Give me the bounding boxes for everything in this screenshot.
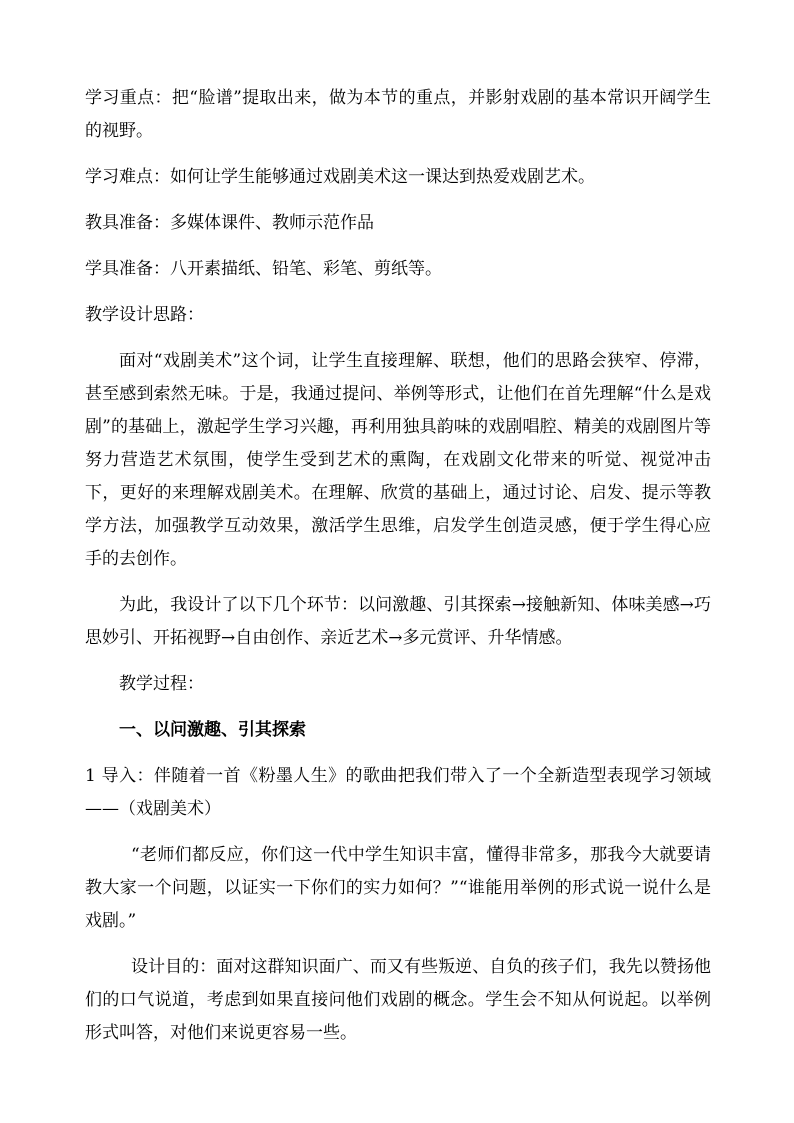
document-page xyxy=(85,82,711,1063)
learning-difficulty: 学习难点：如何让学生能够通过戏剧美术这一课达到热爱戏剧艺术。 xyxy=(85,167,595,187)
learning-tools: 学具准备：八开素描纸、铅笔、彩笔、剪纸等。 xyxy=(85,259,442,279)
section-heading-1: 一、以问激趣、引其探索 xyxy=(119,720,306,740)
learning-focus: 学习重点：把“脸谱”提取出来，做为本节的重点，并影射戏剧的基本常识开阔学生的视野。 xyxy=(85,88,711,141)
intro-paragraph: 1 导入：伴随着一首《粉墨人生》的歌曲把我们带入了一个全新造型表现学习领域——（戏剧美术） xyxy=(85,766,711,819)
teacher-quote: “老师们都反应，你们这一代中学生知识丰富，懂得非常多，那我今大就要请教大家一个问题，以证实一下你们的实力如何？”“谁能用举例的形式说一说什么是戏剧。” xyxy=(85,845,711,931)
design-thinking-body: 面对“戏剧美术”这个词，让学生直接理解、联想，他们的思路会狭窄、停滞，甚至感到索然无味。于是，我通过提问、举例等形式，让他们在首先理解“什么是戏剧”的基础上，激起学生学习兴趣，再利用独具韵味的戏剧唱腔、精美的戏剧图片等努力营造艺术氛围，使学生受到艺术的熏陶，在戏剧文化带来的听觉、视觉冲击下，更好的来理解戏剧美术。在理解、欣赏的基础上，通过讨论、启发、提示等教学方法，加强教学互动效果，激活学生思维，启发学生创造灵感，便于学生得心应手的去创作。 xyxy=(85,351,711,569)
teaching-tools: 教具准备：多媒体课件、教师示范作品 xyxy=(85,213,374,233)
teaching-process-title: 教学过程： xyxy=(119,674,204,694)
design-purpose: 设计目的：面对这群知识面广、而又有些叛逆、自负的孩子们，我先以赞扬他们的口气说道，考虑到如果直接问他们戏剧的概念。学生会不知从何说起。以举例形式叫答，对他们来说更容易一些。 xyxy=(85,957,711,1043)
design-thinking-title: 教学设计思路： xyxy=(85,305,204,325)
design-links: 为此，我设计了以下几个环节：以问激趣、引其探索→接触新知、体味美感→巧思妙引、开拓视野→自由创作、亲近艺术→多元赏评、升华情感。 xyxy=(85,595,711,648)
